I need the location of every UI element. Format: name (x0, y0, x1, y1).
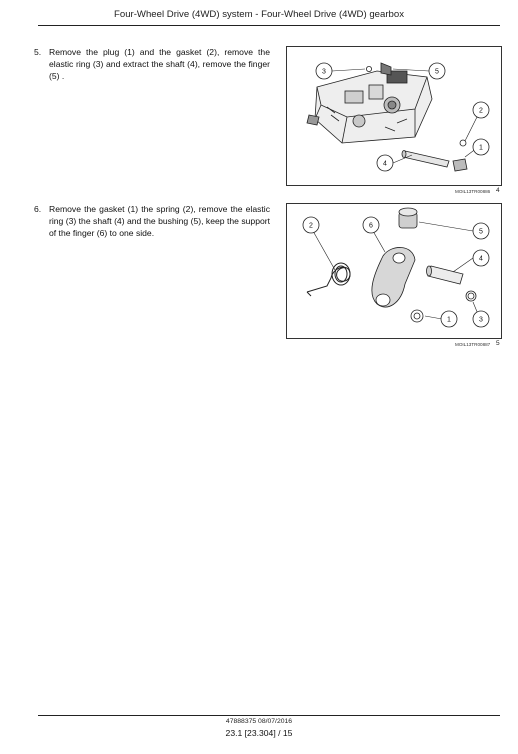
callout-label: 1 (479, 144, 483, 152)
callout-label: 5 (435, 68, 439, 76)
figure-5-number: 5 (496, 340, 500, 347)
finger-support-drawing (287, 204, 501, 338)
footer-page-number: 23.1 [23.304] / 15 (225, 728, 293, 738)
callout-label: 3 (322, 68, 326, 76)
step-text: Remove the plug (1) and the gasket (2), remove the elastic ring (3) and extract the shaft (4), remove the finger (5) . (49, 47, 270, 82)
step-6 (34, 203, 270, 240)
step-number: 5. (34, 47, 42, 57)
callout-label: 1 (447, 316, 451, 324)
figure-4-caption: MOIL13TR00886 (455, 189, 491, 194)
footer-document-id: 47888375 08/07/2016 (225, 718, 293, 725)
footer-rule (38, 715, 500, 716)
figure-5-caption: MOIL13TR00887 (455, 342, 491, 347)
header-rule (38, 25, 500, 26)
callout-label: 4 (479, 255, 483, 263)
page-header-title: Four-Wheel Drive (4WD) system - Four-Wheel Drive (4WD) gearbox (114, 9, 404, 20)
gearbox-removal-drawing (287, 47, 501, 185)
callout-label: 6 (369, 222, 373, 230)
step-5 (34, 46, 270, 83)
callout-label: 2 (309, 222, 313, 230)
callout-label: 3 (479, 316, 483, 324)
figure-4-illustration (286, 46, 502, 186)
step-number: 6. (34, 204, 42, 214)
figure-5-illustration (286, 203, 502, 339)
callout-label: 5 (479, 228, 483, 236)
figure-4-number: 4 (496, 187, 500, 194)
callout-label: 2 (479, 107, 483, 115)
step-text: Remove the gasket (1) the spring (2), remove the elastic ring (3) the shaft (4) and the bushing (5), keep the support of the finger (6) to one side. (49, 204, 270, 239)
callout-label: 4 (383, 160, 387, 168)
